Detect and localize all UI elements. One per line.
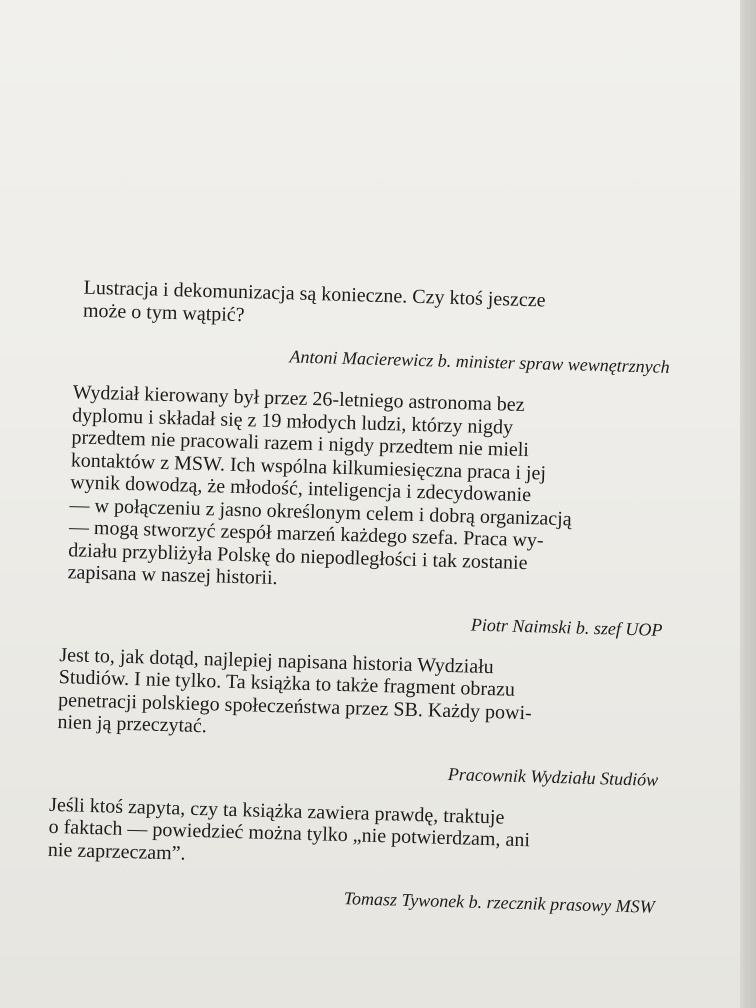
quote-attribution: Pracownik Wydziału Studiów: [447, 763, 659, 790]
quote-text: Wydział kierowany był przez 26-letniego astronoma bez dyplomu i składał się z 19 młodych ludzi, którzy nigdy przedtem nie pracowali razem i nigdy przedtem nie mieli kontaktów z MSW. Ich wspólna kilkumiesięczna praca i jej wynik dowodzą, że młodość, inteligencja i zdecydowanie — w połączeniu z jasno określonym celem i dobrą organizacją — mogą stworzyć zespół marzeń każdego szefa. Praca wy- działu przybliżyła Polskę do niepodległości i tak zostanie zapisana w naszej historii.: [67, 381, 572, 590]
quote-text: Lustracja i dekomunizacja są konieczne. Czy ktoś jeszcze może o tym wątpić?: [82, 276, 546, 326]
quote-3: [48, 643, 665, 790]
page-edge: [740, 0, 756, 1008]
quote-text: Jest to, jak dotąd, najlepiej napisana historia Wydziału Studiów. I nie tylko. Ta książka to także fragment obrazu penetracji polskiego społeczeństwa przez SB. Każdy powi- nien ją przeczytać.: [57, 643, 533, 738]
quote-attribution: Piotr Naimski b. szef UOP: [470, 614, 663, 640]
quote-2: [52, 381, 673, 641]
quote-1: [60, 276, 676, 378]
quote-4: [45, 793, 662, 918]
quote-text: Jeśli ktoś zapyta, czy ta książka zawiera prawdę, traktuje o faktach — powiedzieć można tylko „nie potwierdzam, ani nie zaprzeczam”.: [47, 793, 531, 865]
blurbs-block: [44, 276, 676, 938]
quote-attribution: Antoni Macierewicz b. minister spraw wewnętrznych: [289, 346, 670, 377]
quote-attribution: Tomasz Tywonek b. rzecznik prasowy MSW: [343, 888, 655, 917]
